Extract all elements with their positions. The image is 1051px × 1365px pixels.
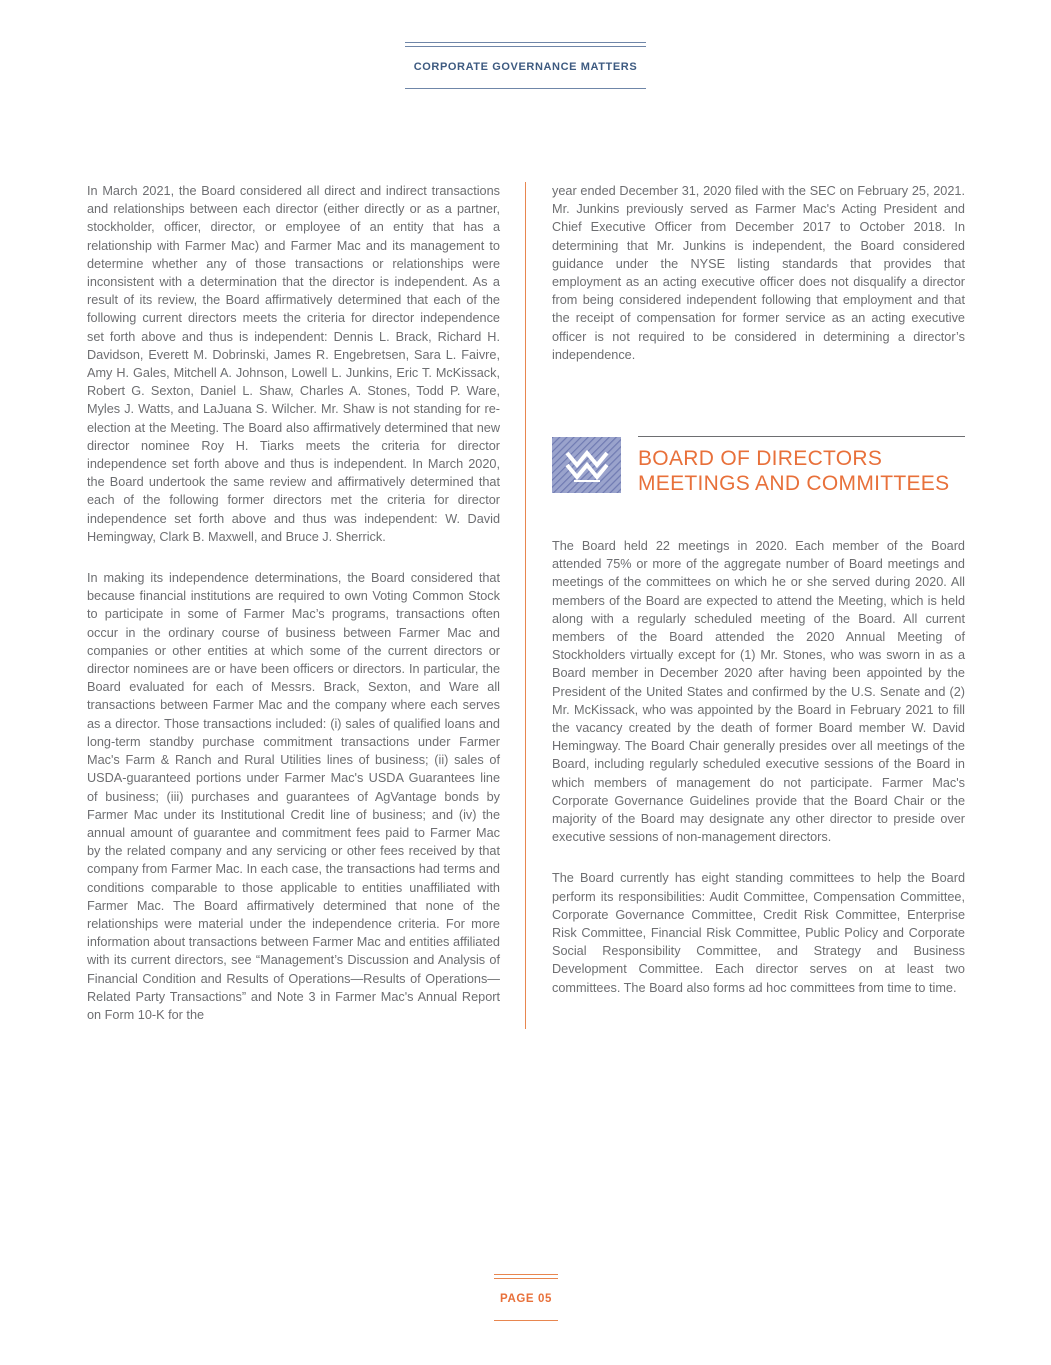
header-title: CORPORATE GOVERNANCE MATTERS [413, 61, 638, 73]
farmer-mac-logo-icon [552, 437, 621, 493]
section-heading-line-2: MEETINGS AND COMMITTEES [638, 472, 950, 495]
independence-paragraph: In March 2021, the Board considered all direct and indirect transactions and relationships between each director (either directly or as a partner, stockholder, officer, director, or employee of an entity that has a relationship with Farmer Mac) and Farmer Mac and its management to determine whether any of those transactions or relationships were inconsistent with a determination that the director is independent. As a result of its review, the Board affirmatively determined that each of the following current directors meets the criteria for director independence set forth above and thus is independent: Dennis L. Brack, Richard H. Davidson, Everett M. Dobrinski, James R. Engebretsen, Sara L. Faivre, Amy H. Gales, Mitchell A. Johnson, Lowell L. Junkins, Eric T. McKissack, Robert G. Sexton, Daniel L. Shaw, Charles A. Stones, Todd P. Ware, Myles J. Watts, and LaJuana S. Wilcher. Mr. Shaw is not standing for re-election at the Meeting. The Board also affirmatively determined that new director nominee Roy H. Tiarks meets the criteria for director independence set forth above and thus is independent. In March 2020, the Board undertook the same review and affirmatively determined that each of the following former directors met the criteria for director independence set forth above and thus was independent: W. David Hemingway, Clark B. Maxwell, and Bruce J. Sherrick. [87, 184, 500, 544]
header-rule-bottom [405, 88, 646, 89]
header-rule-top-2 [405, 46, 646, 47]
column-divider [525, 182, 526, 1029]
right-column-committees [552, 537, 965, 1020]
page-number: PAGE 05 [500, 1293, 552, 1305]
section-heading-line-1: BOARD OF DIRECTORS [638, 447, 883, 470]
footer-rule-top-1 [494, 1274, 558, 1275]
section-heading [638, 446, 968, 496]
determinations-paragraph: In making its independence determinations, the Board considered that because financial institutions are required to own Voting Common Stock to participate in some of Farmer Mac’s programs, transactions often occur in the ordinary course of business between Farmer Mac and companies or other entities at which some of the current directors or director nominees are or have been officers or directors. In particular, the Board evaluated for each of Messrs. Brack, Sexton, and Ware all transactions between Farmer Mac and the company where each serves as a director. Those transactions included: (i) sales of qualified loans and long-term standby purchase commitment transactions under Farmer Mac's Farm & Ranch and Rural Utilities lines of business; (ii) sales of USDA-guaranteed portions under Farmer Mac's USDA Guarantees line of business; (iii) purchases and guarantees of AgVantage bonds by Farmer Mac under its Institutional Credit line of business; and (iv) the annual amount of guarantee and commitment fees paid to Farmer Mac by the related company and any servicing or other fees received by that company from Farmer Mac. In each case, the transactions had terms and conditions comparable to those applicable to entities unaffiliated with Farmer Mac. The Board affirmatively determined that none of the relationships were material under the independence criteria. For more information about transactions between Farmer Mac and entities affiliated with its current directors, see “Management’s Discussion and Analysis of Financial Condition and Results of Operations—Results of Operations—Related Party Transactions” and Note 3 in Farmer Mac's Annual Report on Form 10-K for the [87, 571, 500, 1022]
section-heading-rule [638, 436, 965, 437]
board-meetings-paragraph: The Board held 22 meetings in 2020. Each member of the Board attended 75% or more of the aggregate number of Board meetings and meetings of the committees on which he or she served during 2020. All members of the Board are expected to attend the Meeting, which is held along with a regularly scheduled meeting of the Board. All current members of the Board attended the 2020 Annual Meeting of Stockholders virtually except for (1) Mr. Stones, who was sworn in as a Board member in December 2020 after having been appointed by the President of the United States and confirmed by the U.S. Senate and (2) Mr. McKissack, who was appointed by the Board in February 2021 to fill the vacancy created by the death of former Board member W. David Hemingway. The Board Chair generally presides over all meetings of the Board, including regularly scheduled executive sessions of the Board in which members of management do not participate. Farmer Mac's Corporate Governance Guidelines provide that the Board Chair or the majority of the Board may designate any other director to preside over executive sessions of non-management directors. [552, 539, 965, 845]
left-column [87, 182, 500, 1047]
footer-rule-bottom [494, 1320, 558, 1321]
right-column-continuation [552, 182, 965, 387]
standing-committees-paragraph: The Board currently has eight standing committees to help the Board perform its responsibilities: Audit Committee, Compensation Committee, Corporate Governance Committee, Credit Risk Committee, Enterprise Risk Committee, Financial Risk Committee, Public Policy and Corporate Social Responsibility Committee, and Strategy and Business Development Committee. Each director serves on at least two committees. The Board also forms ad hoc committees from time to time. [552, 871, 965, 995]
junkins-paragraph: year ended December 31, 2020 filed with the SEC on February 25, 2021. Mr. Junkins previously served as Farmer Mac's Acting President and Chief Executive Officer from December 2017 to October 2018. In determining that Mr. Junkins is independent, the Board considered guidance under the NYSE listing standards that provides that employment as an acting executive officer does not disqualify a director from being considered independent following that employment and that the receipt of compensation for former service as an acting executive officer is not required to be considered in determining a director’s independence. [552, 184, 965, 362]
footer-rule-top-2 [494, 1278, 558, 1279]
header-rule-top-1 [405, 42, 646, 43]
